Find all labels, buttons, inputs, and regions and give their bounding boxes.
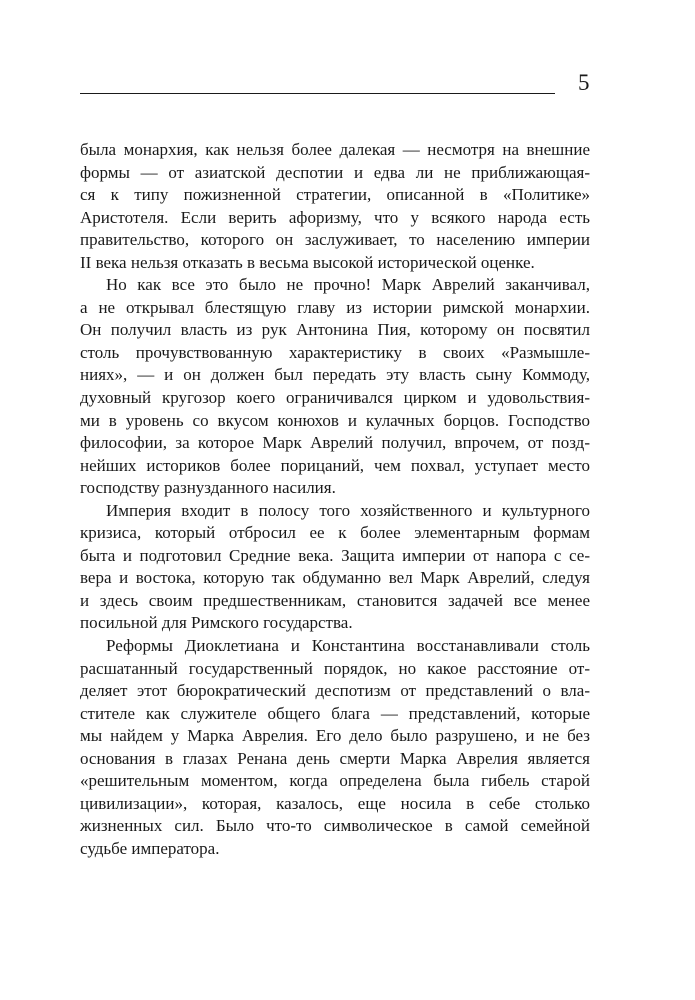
header-rule bbox=[80, 93, 555, 94]
text-line: формы — от азиатской деспотии и едва ли не приближающая- bbox=[80, 162, 590, 182]
text-line: а не открывал блестящую главу из истории римской монархии. bbox=[80, 297, 590, 317]
text-line: Он получил власть из рук Антонина Пия, которому он посвятил bbox=[80, 320, 590, 340]
text-line: быта и подготовил Средние века. Защита империи от напора с се- bbox=[80, 545, 590, 565]
text-line: правительство, которого он заслуживает, то населению империи bbox=[80, 230, 590, 250]
text-line: посильной для Римского государства. bbox=[80, 613, 353, 633]
text-line: вера и востока, которую так обдуманно вел Марк Аврелий, следуя bbox=[80, 568, 590, 588]
text-line: нейших историков более порицаний, чем похвал, уступает место bbox=[80, 455, 590, 475]
text-line: духовный кругозор коего ограничивался цирком и удовольствия- bbox=[80, 388, 590, 408]
text-line: кризиса, который отбросил ее к более элементарным формам bbox=[80, 523, 590, 543]
text-line: цивилизации», которая, казалось, еще носила в себе столько bbox=[80, 793, 590, 813]
text-line: II века нельзя отказать в весьма высокой исторической оценке. bbox=[80, 252, 535, 272]
text-line: философии, за которое Марк Аврелий получил, впрочем, от позд- bbox=[80, 433, 590, 453]
text-line: ми в уровень со вкусом конюхов и кулачных борцов. Господство bbox=[80, 410, 590, 430]
text-line: судьбе императора. bbox=[80, 838, 220, 858]
paragraph-first-line: Империя входит в полосу того хозяйственного и культурного bbox=[106, 500, 590, 520]
text-line: жизненных сил. Было что-то символическое в самой семейной bbox=[80, 816, 590, 836]
text-line: «решительным моментом, когда определена была гибель старой bbox=[80, 771, 590, 791]
text-line: расшатанный государственный порядок, но какое расстояние от- bbox=[80, 658, 590, 678]
text-line: ся к типу пожизненной стратегии, описанной в «Политике» bbox=[80, 185, 590, 205]
text-line: ниях», — и он должен был передать эту власть сыну Коммоду, bbox=[80, 365, 590, 385]
paragraph-first-line: Но как все это было не прочно! Марк Аврелий заканчивал, bbox=[106, 275, 590, 295]
text-line: мы найдем у Марка Аврелия. Его дело было разрушено, и не без bbox=[80, 726, 590, 746]
text-line: была монархия, как нельзя более далекая — несмотря на внешние bbox=[80, 140, 590, 159]
text-line: и здесь своим предшественникам, становится задачей все менее bbox=[80, 590, 590, 610]
text-line: столь прочувствованную характеристику в своих «Размышле- bbox=[80, 342, 590, 362]
paragraph-first-line: Реформы Диоклетиана и Константина восстанавливали столь bbox=[106, 636, 590, 656]
text-line: основания в глазах Ренана день смерти Марка Аврелия является bbox=[80, 748, 590, 768]
text-line: господству разнузданного насилия. bbox=[80, 478, 336, 498]
text-line: Аристотеля. Если верить афоризму, что у всякого народа есть bbox=[80, 207, 590, 227]
page-number: 5 bbox=[578, 70, 590, 95]
text-line: стителе как служителе общего блага — представлений, которые bbox=[80, 703, 590, 723]
body-text bbox=[80, 139, 590, 861]
text-line: деляет этот бюрократический деспотизм от представлений о вла- bbox=[80, 681, 590, 701]
